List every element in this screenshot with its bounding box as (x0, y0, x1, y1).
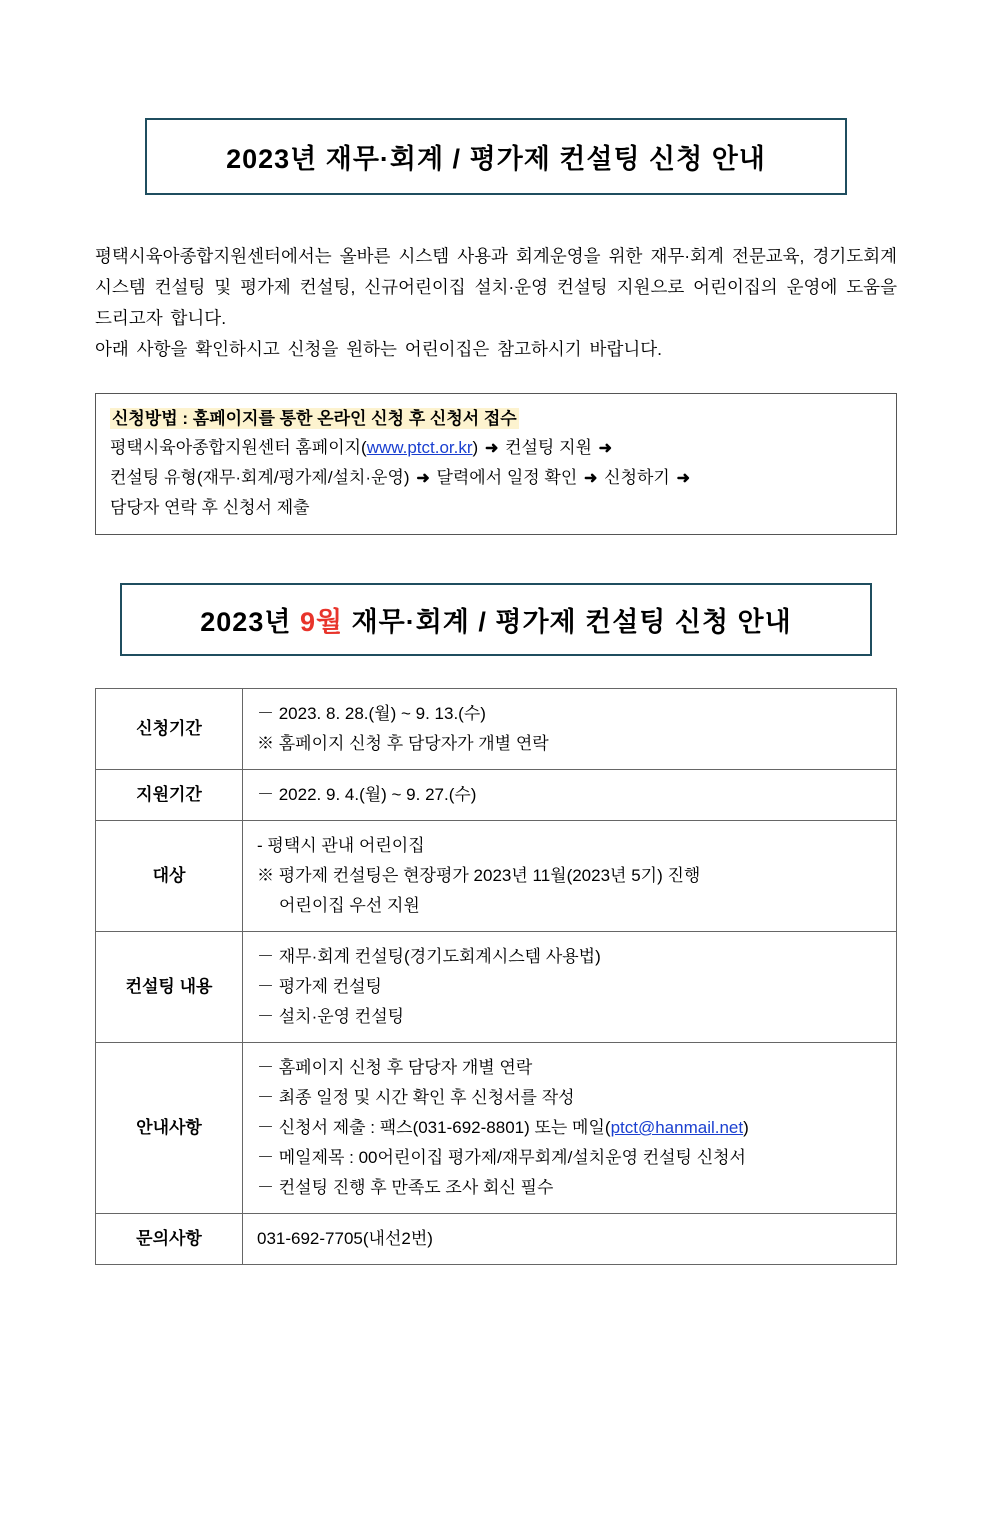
arrow-icon: ➜ (584, 470, 598, 487)
row-content-inquiry (243, 1214, 897, 1265)
table-row (96, 821, 897, 932)
row-label-guidance: 안내사항 (96, 1043, 243, 1214)
row-line: － 컨설팅 진행 후 만족도 조사 회신 필수 (257, 1178, 554, 1197)
method-heading: 신청방법 : 홈페이지를 통한 온라인 신청 후 신청서 접수 (112, 409, 517, 428)
submission-text-pre: － 신청서 제출 : 팩스(031-692-8801) 또는 메일( (257, 1118, 611, 1137)
row-line: － 2023. 8. 28.(월) ~ 9. 13.(수) (257, 704, 486, 723)
arrow-icon: ➜ (676, 470, 690, 487)
month-title (120, 583, 872, 656)
method-line1-pre: 평택시육아종합지원센터 홈페이지( (110, 438, 367, 457)
arrow-icon: ➜ (416, 470, 430, 487)
row-line: － 메일제목 : 00어린이집 평가제/재무회계/설치운영 컨설팅 신청서 (257, 1148, 746, 1167)
row-line: 어린이집 우선 지원 (279, 896, 420, 915)
table-row (96, 689, 897, 770)
row-label-application-period: 신청기간 (96, 689, 243, 770)
info-table (95, 688, 897, 1265)
method-line2-step3: 신청하기 (604, 468, 670, 487)
row-label-inquiry: 문의사항 (96, 1214, 243, 1265)
row-content-consulting-content (243, 932, 897, 1043)
email-link[interactable]: ptct@hanmail.net (610, 1118, 744, 1137)
row-line: ※ 홈페이지 신청 후 담당자가 개별 연락 (257, 734, 549, 753)
row-content-guidance (243, 1043, 897, 1214)
method-line1-post: ) (472, 438, 479, 457)
row-line: - 평택시 관내 어린이집 (257, 836, 425, 855)
row-line: － 2022. 9. 4.(월) ~ 9. 27.(수) (257, 785, 477, 804)
row-line: 031-692-7705(내선2번) (257, 1229, 433, 1248)
intro-paragraph-1: 평택시육아종합지원센터에서는 올바른 시스템 사용과 회계운영을 위한 재무·회계 전문교육, 경기도회계시스템 컨설팅 및 평가제 컨설팅, 신규어린이집 설치·운영 컨설팅 지원으로 어린이집의 운영에 도움을 드리고자 합니다. (95, 246, 897, 328)
table-row (96, 932, 897, 1043)
homepage-link[interactable]: www.ptct.or.kr (366, 438, 473, 457)
month-title-part1: 2023년 (200, 607, 292, 637)
row-content-application-period (243, 689, 897, 770)
intro-paragraph-2: 아래 사항을 확인하시고 신청을 원하는 어린이집은 참고하시기 바랍니다. (95, 339, 663, 359)
month-title-part2: 재무·회계 / 평가제 컨설팅 신청 안내 (351, 607, 792, 637)
row-line-email (257, 1113, 886, 1143)
table-row (96, 1214, 897, 1265)
method-step-line-3: 담당자 연락 후 신청서 제출 (110, 498, 310, 517)
row-line: － 설치·운영 컨설팅 (257, 1007, 405, 1026)
application-method-box (95, 393, 897, 535)
table-row (96, 1043, 897, 1214)
row-label-consulting-content: 컨설팅 내용 (96, 932, 243, 1043)
table-row (96, 770, 897, 821)
method-heading-wrap (110, 404, 882, 433)
row-label-target: 대상 (96, 821, 243, 932)
row-content-target (243, 821, 897, 932)
row-label-support-period: 지원기간 (96, 770, 243, 821)
intro-section (95, 241, 897, 365)
arrow-icon: ➜ (598, 440, 613, 457)
submission-text-post: ) (743, 1118, 749, 1137)
row-line: － 평가제 컨설팅 (257, 977, 382, 996)
document-page (0, 118, 992, 1521)
row-content-support-period (243, 770, 897, 821)
method-line2-step1: 컨설팅 유형(재무·회계/평가제/설치·운영) (110, 468, 410, 487)
method-step-line-2 (110, 463, 882, 493)
arrow-icon: ➜ (484, 440, 499, 457)
row-line: ※ 평가제 컨설팅은 현장평가 2023년 11월(2023년 5기) 진행 (257, 866, 701, 885)
method-line1-step1: 컨설팅 지원 (505, 438, 592, 457)
page-title: 2023년 재무·회계 / 평가제 컨설팅 신청 안내 (145, 118, 847, 195)
method-line2-step2: 달력에서 일정 확인 (436, 468, 578, 487)
month-title-month: 9월 (299, 607, 344, 637)
method-step-line-1 (110, 433, 882, 463)
row-line: － 최종 일정 및 시간 확인 후 신청서를 작성 (257, 1088, 575, 1107)
row-line: － 재무·회계 컨설팅(경기도회계시스템 사용법) (257, 947, 601, 966)
row-line: － 홈페이지 신청 후 담당자 개별 연락 (257, 1058, 533, 1077)
